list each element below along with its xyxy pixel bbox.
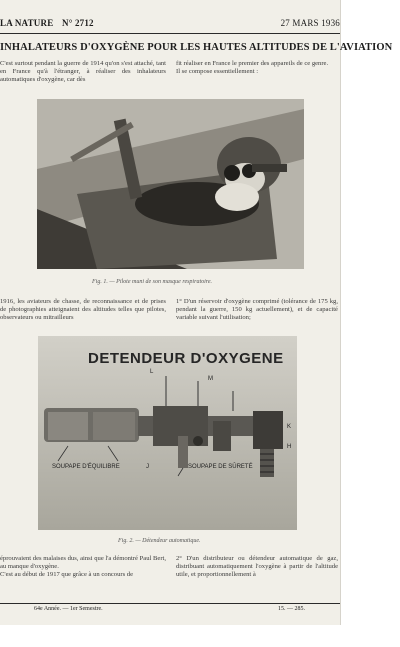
page-footer	[0, 606, 340, 616]
middle-right-text: 1° D'un réservoir d'oxygène comprimé (tolérance de 175 kg, pendant la guerre, 150 kg actuellement), et de capacité variable suivant l'utilisation;	[176, 298, 338, 321]
regulator-diagram-title: DETENDEUR D'OXYGENE	[88, 350, 284, 367]
pilot-photo	[37, 99, 304, 269]
bottom-left-text-1: éprouvaient des malaises dus, ainsi que l'a démontré Paul Bert, au manque d'oxygène.	[0, 555, 166, 570]
intro-right-column	[176, 60, 338, 76]
figure-1-caption: Fig. 1. — Pilote muni de son masque respiratoire.	[92, 279, 213, 285]
regulator-drawing	[38, 336, 297, 530]
bottom-right-column	[176, 555, 338, 579]
footer-volume: 64e Année. — 1er Semestre.	[34, 606, 103, 612]
intro-left-column	[0, 60, 166, 84]
label-right-valve: SOUPAPE DE SÛRETÉ	[188, 464, 253, 470]
intro-right-text-2: Il se compose essentiellement :	[176, 68, 259, 75]
header-rule	[0, 33, 340, 34]
label-j: J	[146, 464, 149, 470]
bottom-left-column	[0, 555, 166, 579]
middle-right-column	[176, 298, 338, 322]
footer-rule	[0, 603, 340, 604]
footer-page-number: 15. — 285.	[278, 606, 305, 612]
journal-name: LA NATURE	[0, 18, 54, 28]
middle-left-column	[0, 298, 166, 322]
intro-right-text-1: fit réaliser en France le premier des appareils de ce genre.	[176, 60, 329, 67]
label-l: L	[150, 369, 154, 375]
issue-date: 27 MARS 1936	[280, 18, 340, 28]
middle-left-text: 1916, les aviateurs de chasse, de reconnaissance et de prises de photographies atteignaient des altitudes telles que pilotes, observateurs ou mitrailleurs	[0, 298, 166, 321]
page-header	[0, 18, 340, 32]
intro-left-text: C'est surtout pendant la guerre de 1914 qu'on s'est attaché, tant en France qu'à l'étranger, à réaliser des inhalateurs automatiques d'oxygène, car dès	[0, 60, 166, 83]
regulator-diagram	[38, 336, 297, 530]
bottom-right-text: 2° D'un distributeur ou détendeur automatique de gaz, distribuant automatiquement l'oxygène à partir de l'altitude utile, et proportionnellement à	[176, 555, 338, 578]
label-k: K	[287, 424, 292, 430]
bottom-left-text-2: C'est au début de 1917 que grâce à un concours de	[0, 571, 134, 578]
label-left-valve: SOUPAPE D'ÉQUILIBRE	[52, 464, 120, 470]
label-m: M	[208, 376, 213, 382]
pilot-photo-illustration	[37, 99, 304, 269]
issue-number: N° 2712	[62, 18, 94, 28]
article-title: INHALATEURS D'OXYGÈNE POUR LES HAUTES ALTITUDES DE L'AVIATION	[0, 42, 393, 53]
figure-2-caption: Fig. 2. — Détendeur automatique.	[118, 538, 201, 544]
label-h: H	[287, 444, 292, 450]
